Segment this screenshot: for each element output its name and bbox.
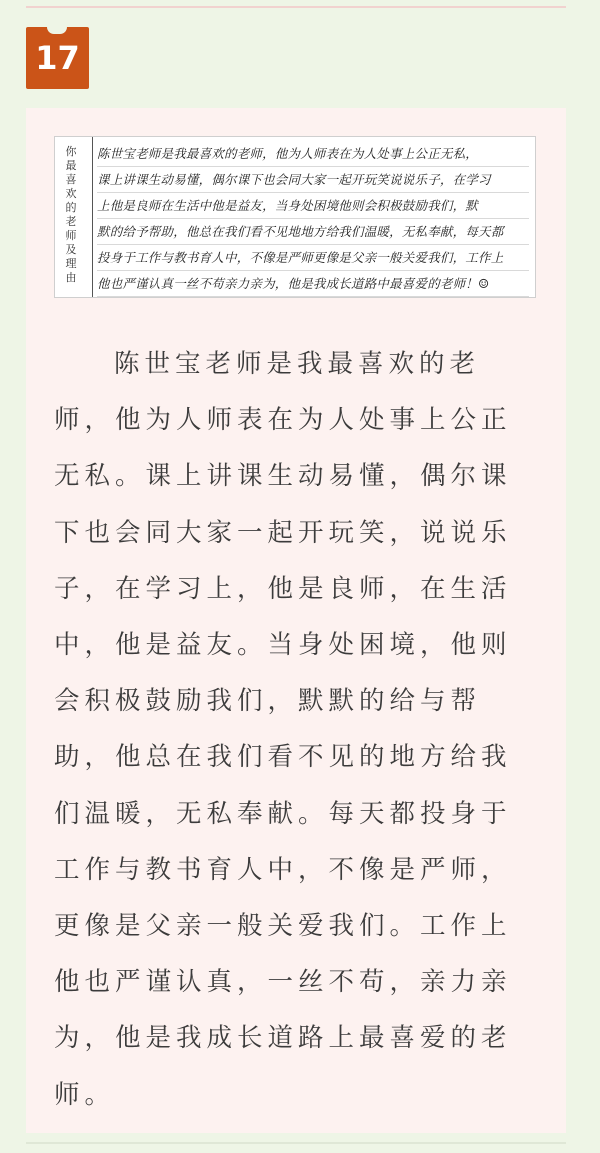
handwritten-line: 默的给予帮助，他总在我们看不见地地方给我们温暖，无私奉献，每天都 [97,219,529,245]
prompt-char: 你 [65,145,77,158]
handwritten-line: 他也严谨认真一丝不苟亲力亲为，他是我成长道路中最喜爱的老师！☺ [97,271,529,297]
entry-number: 17 [35,39,80,77]
handwritten-lines [97,141,529,297]
prompt-char: 最 [65,159,77,172]
bottom-divider [26,1142,566,1144]
entry-number-badge [26,27,89,89]
prompt-char: 由 [65,271,77,284]
prompt-char: 的 [65,201,77,214]
handwriting-prompt-label [57,145,85,289]
handwritten-line: 课上讲课生动易懂，偶尔课下也会同大家一起开玩笑说说乐子，在学习 [97,167,529,193]
top-divider [26,6,566,8]
prompt-char: 及 [65,243,77,256]
entry-card [26,108,566,1133]
handwriting-divider [92,137,93,297]
prompt-char: 理 [65,257,77,270]
transcribed-paragraph: 陈世宝老师是我最喜欢的老师，他为人师表在为人处事上公正无私。课上讲课生动易懂，偶尔课下也会同大家一起开玩笑，说说乐子，在学习上，他是良师，在生活中，他是益友。当身处困境，他则会积极鼓励我们，默默的给与帮助，他总在我们看不见的地方给我们温暖，无私奉献。每天都投身于工作与教书育人中，不像是严师，更像是父亲一般关爱我们。工作上他也严谨认真，一丝不苟，亲力亲为，他是我成长道路上最喜爱的老师。 [54,349,512,1110]
handwritten-line: 陈世宝老师是我最喜欢的老师，他为人师表在为人处事上公正无私， [97,141,529,167]
prompt-char: 喜 [65,173,77,186]
handwritten-line: 投身于工作与教书育人中，不像是严师更像是父亲一般关爱我们，工作上 [97,245,529,271]
prompt-char: 老 [65,215,77,228]
handwritten-scan-image [54,136,536,298]
prompt-char: 师 [65,229,77,242]
prompt-char: 欢 [65,187,77,200]
handwritten-line: 上他是良师在生活中他是益友，当身处困境他则会积极鼓励我们，默 [97,193,529,219]
